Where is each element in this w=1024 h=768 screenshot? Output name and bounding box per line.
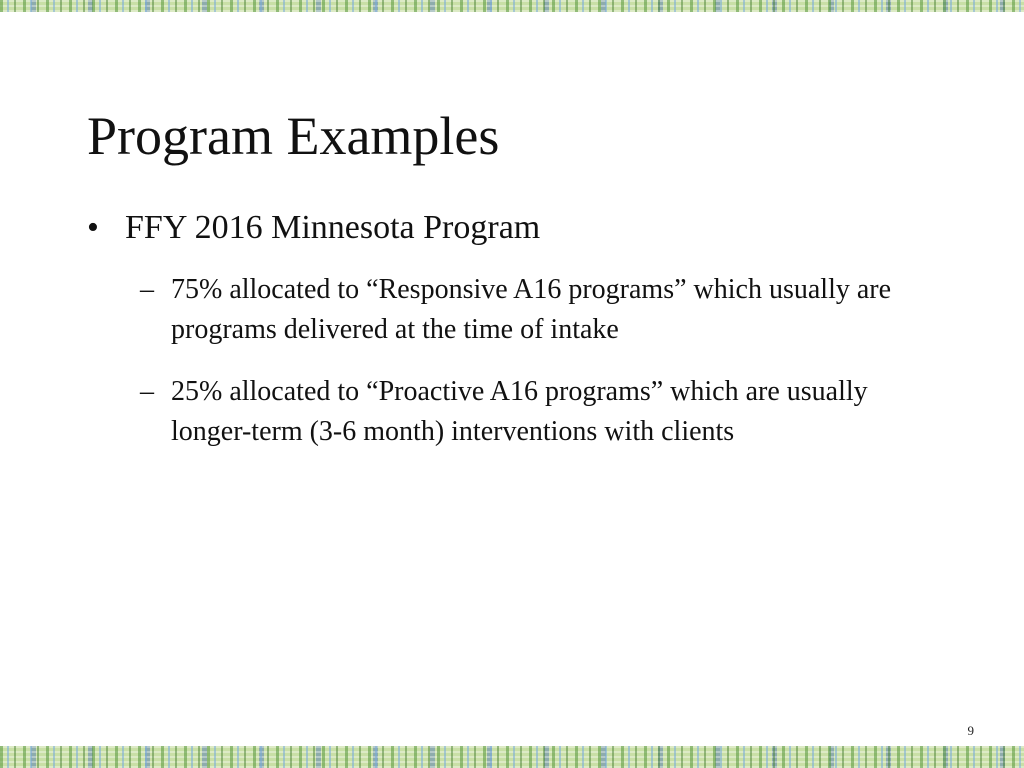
bullet-item	[87, 206, 947, 250]
bullet-text: FFY 2016 Minnesota Program	[125, 209, 541, 246]
decorative-bottom-border	[0, 746, 1024, 768]
page-number: 9	[967, 723, 974, 738]
sub-bullet-marker: –	[140, 376, 154, 407]
sub-bullet-list	[140, 270, 947, 452]
sub-bullet-text: 75% allocated to “Responsive A16 programs” which usually are programs delivered at the time of intake	[171, 274, 892, 345]
sub-bullet-item	[140, 270, 947, 350]
sub-bullet-marker: –	[140, 274, 154, 305]
sub-bullet-item	[140, 372, 947, 452]
bullet-marker: •	[87, 209, 99, 246]
decorative-top-border	[0, 0, 1024, 12]
sub-bullet-text: 25% allocated to “Proactive A16 programs” which are usually longer-term (3-6 month) interventions with clients	[171, 376, 868, 447]
slide-title: Program Examples	[87, 106, 500, 166]
slide-content	[87, 206, 947, 474]
